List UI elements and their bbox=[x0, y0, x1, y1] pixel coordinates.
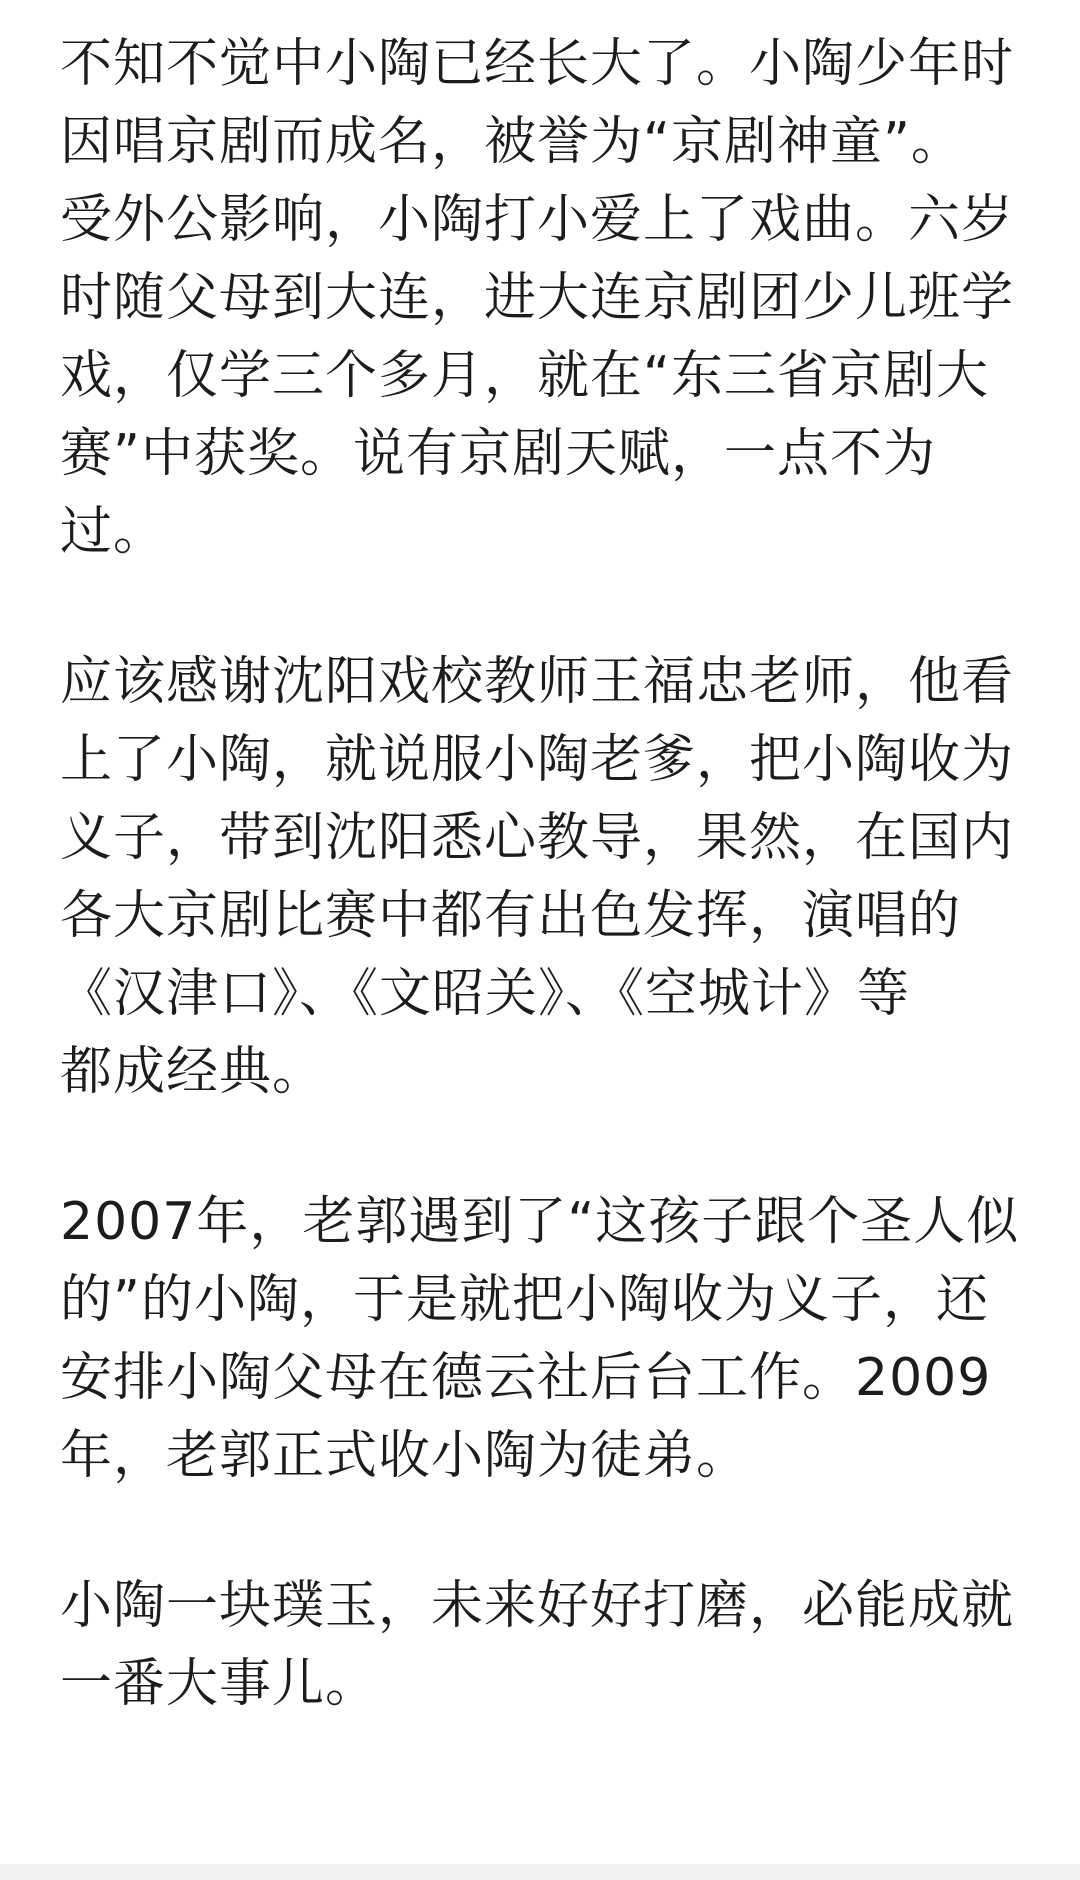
text-line: 义子，带到沈阳悉心教导，果然，在国内 bbox=[60, 808, 1015, 868]
text-line: 的”的小陶，于是就把小陶收为义子，还 bbox=[60, 1270, 989, 1330]
text-line: 因唱京剧而成名，被誉为“京剧神童”。 bbox=[60, 112, 964, 172]
paragraph-3 bbox=[60, 1183, 1030, 1495]
text-line: 不知不觉中小陶已经长大了。小陶少年时 bbox=[60, 34, 1015, 94]
paragraph-4 bbox=[60, 1567, 1030, 1723]
text-line: 都成经典。 bbox=[60, 1042, 326, 1102]
text-line: 戏，仅学三个多月，就在“东三省京剧大 bbox=[60, 346, 989, 406]
text-line: 一番大事儿。 bbox=[60, 1654, 379, 1714]
text-line: 《汉津口》、《文昭关》、《空城计》等 bbox=[60, 964, 911, 1024]
article-body bbox=[60, 25, 1030, 1723]
paragraph-1 bbox=[60, 25, 1030, 571]
text-line: 时随父母到大连，进大连京剧团少儿班学 bbox=[60, 268, 1015, 328]
text-line: 应该感谢沈阳戏校教师王福忠老师，他看 bbox=[60, 652, 1015, 712]
bottom-divider bbox=[0, 1864, 1080, 1880]
text-line: 各大京剧比赛中都有出色发挥，演唱的 bbox=[60, 886, 962, 946]
text-line: 小陶一块璞玉，未来好好打磨，必能成就 bbox=[60, 1576, 1015, 1636]
text-line: 上了小陶，就说服小陶老爹，把小陶收为 bbox=[60, 730, 1015, 790]
text-line: 赛”中获奖。说有京剧天赋，一点不为 bbox=[60, 424, 936, 484]
text-line: 安排小陶父母在德云社后台工作。2009 bbox=[60, 1348, 992, 1408]
text-line: 受外公影响，小陶打小爱上了戏曲。六岁 bbox=[60, 190, 1015, 250]
paragraph-2 bbox=[60, 643, 1030, 1111]
text-line: 年，老郭正式收小陶为徒弟。 bbox=[60, 1426, 750, 1486]
text-line: 过。 bbox=[60, 502, 167, 562]
text-line: 2007年，老郭遇到了“这孩子跟个圣人似 bbox=[60, 1192, 1020, 1252]
